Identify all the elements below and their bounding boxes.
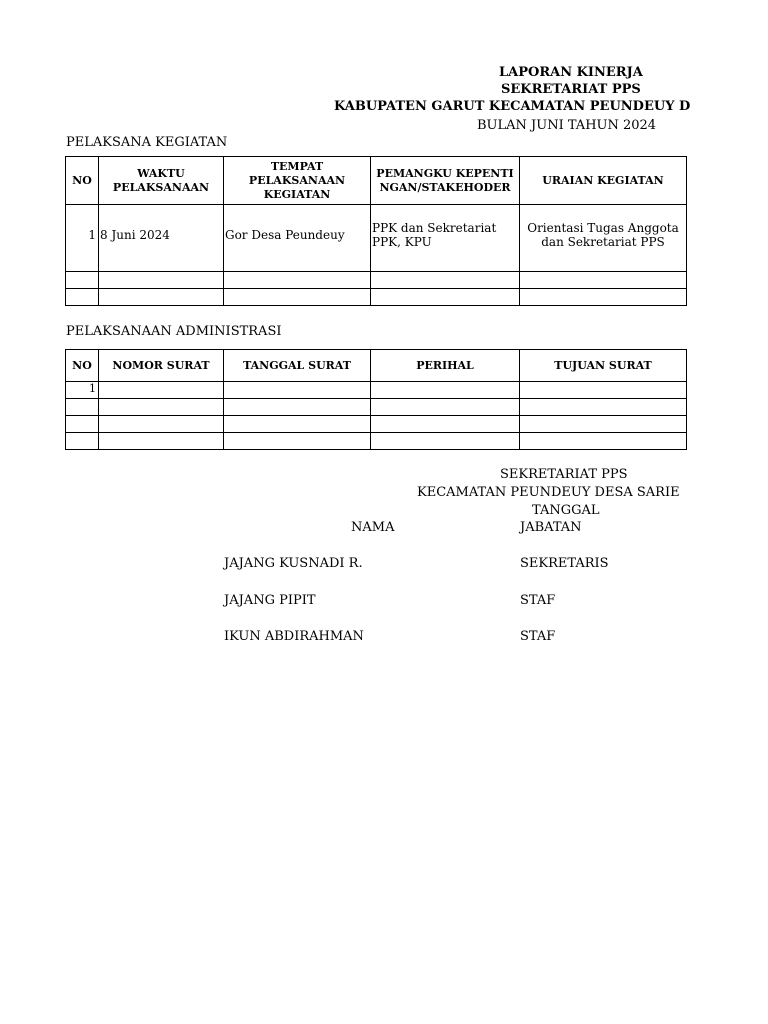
cell-uraian: Orientasi Tugas Anggota dan Sekretariat PPS bbox=[520, 205, 687, 272]
jabatan-header: JABATAN bbox=[520, 520, 582, 535]
cell-no: 1 bbox=[66, 205, 99, 272]
cell-pemangku: PPK dan Sekretariat PPK, KPU bbox=[371, 205, 520, 272]
signature-location: KECAMATAN PEUNDEUY DESA SARIE bbox=[417, 485, 680, 500]
cell-tempat: Gor Desa Peundeuy bbox=[224, 205, 371, 272]
table-row bbox=[66, 272, 687, 289]
col-pemangku: PEMANGKU KEPENTINGAN/STAKEHODER bbox=[371, 157, 520, 205]
col-uraian: URAIAN KEGIATAN bbox=[520, 157, 687, 205]
table-row bbox=[66, 416, 687, 433]
kegiatan-header-row bbox=[66, 157, 687, 205]
section-title-kegiatan: PELAKSANA KEGIATAN bbox=[66, 135, 228, 150]
table-row bbox=[66, 205, 687, 272]
administrasi-header-row bbox=[66, 350, 687, 382]
report-subtitle: SEKRETARIAT PPS bbox=[501, 82, 641, 97]
report-region: KABUPATEN GARUT KECAMATAN PEUNDEUY D bbox=[334, 99, 691, 114]
cell-no: 1 bbox=[66, 382, 99, 399]
person-jabatan: STAF bbox=[520, 593, 556, 608]
nama-header: NAMA bbox=[351, 520, 395, 535]
table-row bbox=[66, 289, 687, 306]
col-nomor-surat: NOMOR SURAT bbox=[99, 350, 224, 382]
table-row bbox=[66, 382, 687, 399]
table-row bbox=[66, 433, 687, 450]
signature-office: SEKRETARIAT PPS bbox=[500, 467, 628, 482]
col-waktu: WAKTU PELAKSANAAN bbox=[99, 157, 224, 205]
col-no: NO bbox=[66, 157, 99, 205]
person-jabatan: SEKRETARIS bbox=[520, 556, 609, 571]
table-row bbox=[66, 399, 687, 416]
col-tujuan-surat: TUJUAN SURAT bbox=[520, 350, 687, 382]
col-perihal: PERIHAL bbox=[371, 350, 520, 382]
person-jabatan: STAF bbox=[520, 629, 556, 644]
signature-date-label: TANGGAL bbox=[532, 503, 600, 518]
col-tanggal-surat: TANGGAL SURAT bbox=[224, 350, 371, 382]
person-name: JAJANG PIPIT bbox=[224, 593, 316, 608]
administrasi-table bbox=[65, 349, 687, 450]
kegiatan-table bbox=[65, 156, 687, 306]
cell-waktu: 8 Juni 2024 bbox=[99, 205, 224, 272]
person-name: IKUN ABDIRAHMAN bbox=[224, 629, 364, 644]
col-tempat: TEMPAT PELAKSANAAN KEGIATAN bbox=[224, 157, 371, 205]
person-name: JAJANG KUSNADI R. bbox=[224, 556, 363, 571]
report-period: BULAN JUNI TAHUN 2024 bbox=[477, 118, 657, 133]
col-no: NO bbox=[66, 350, 99, 382]
section-title-administrasi: PELAKSANAAN ADMINISTRASI bbox=[66, 324, 282, 339]
report-title: LAPORAN KINERJA bbox=[499, 65, 643, 80]
